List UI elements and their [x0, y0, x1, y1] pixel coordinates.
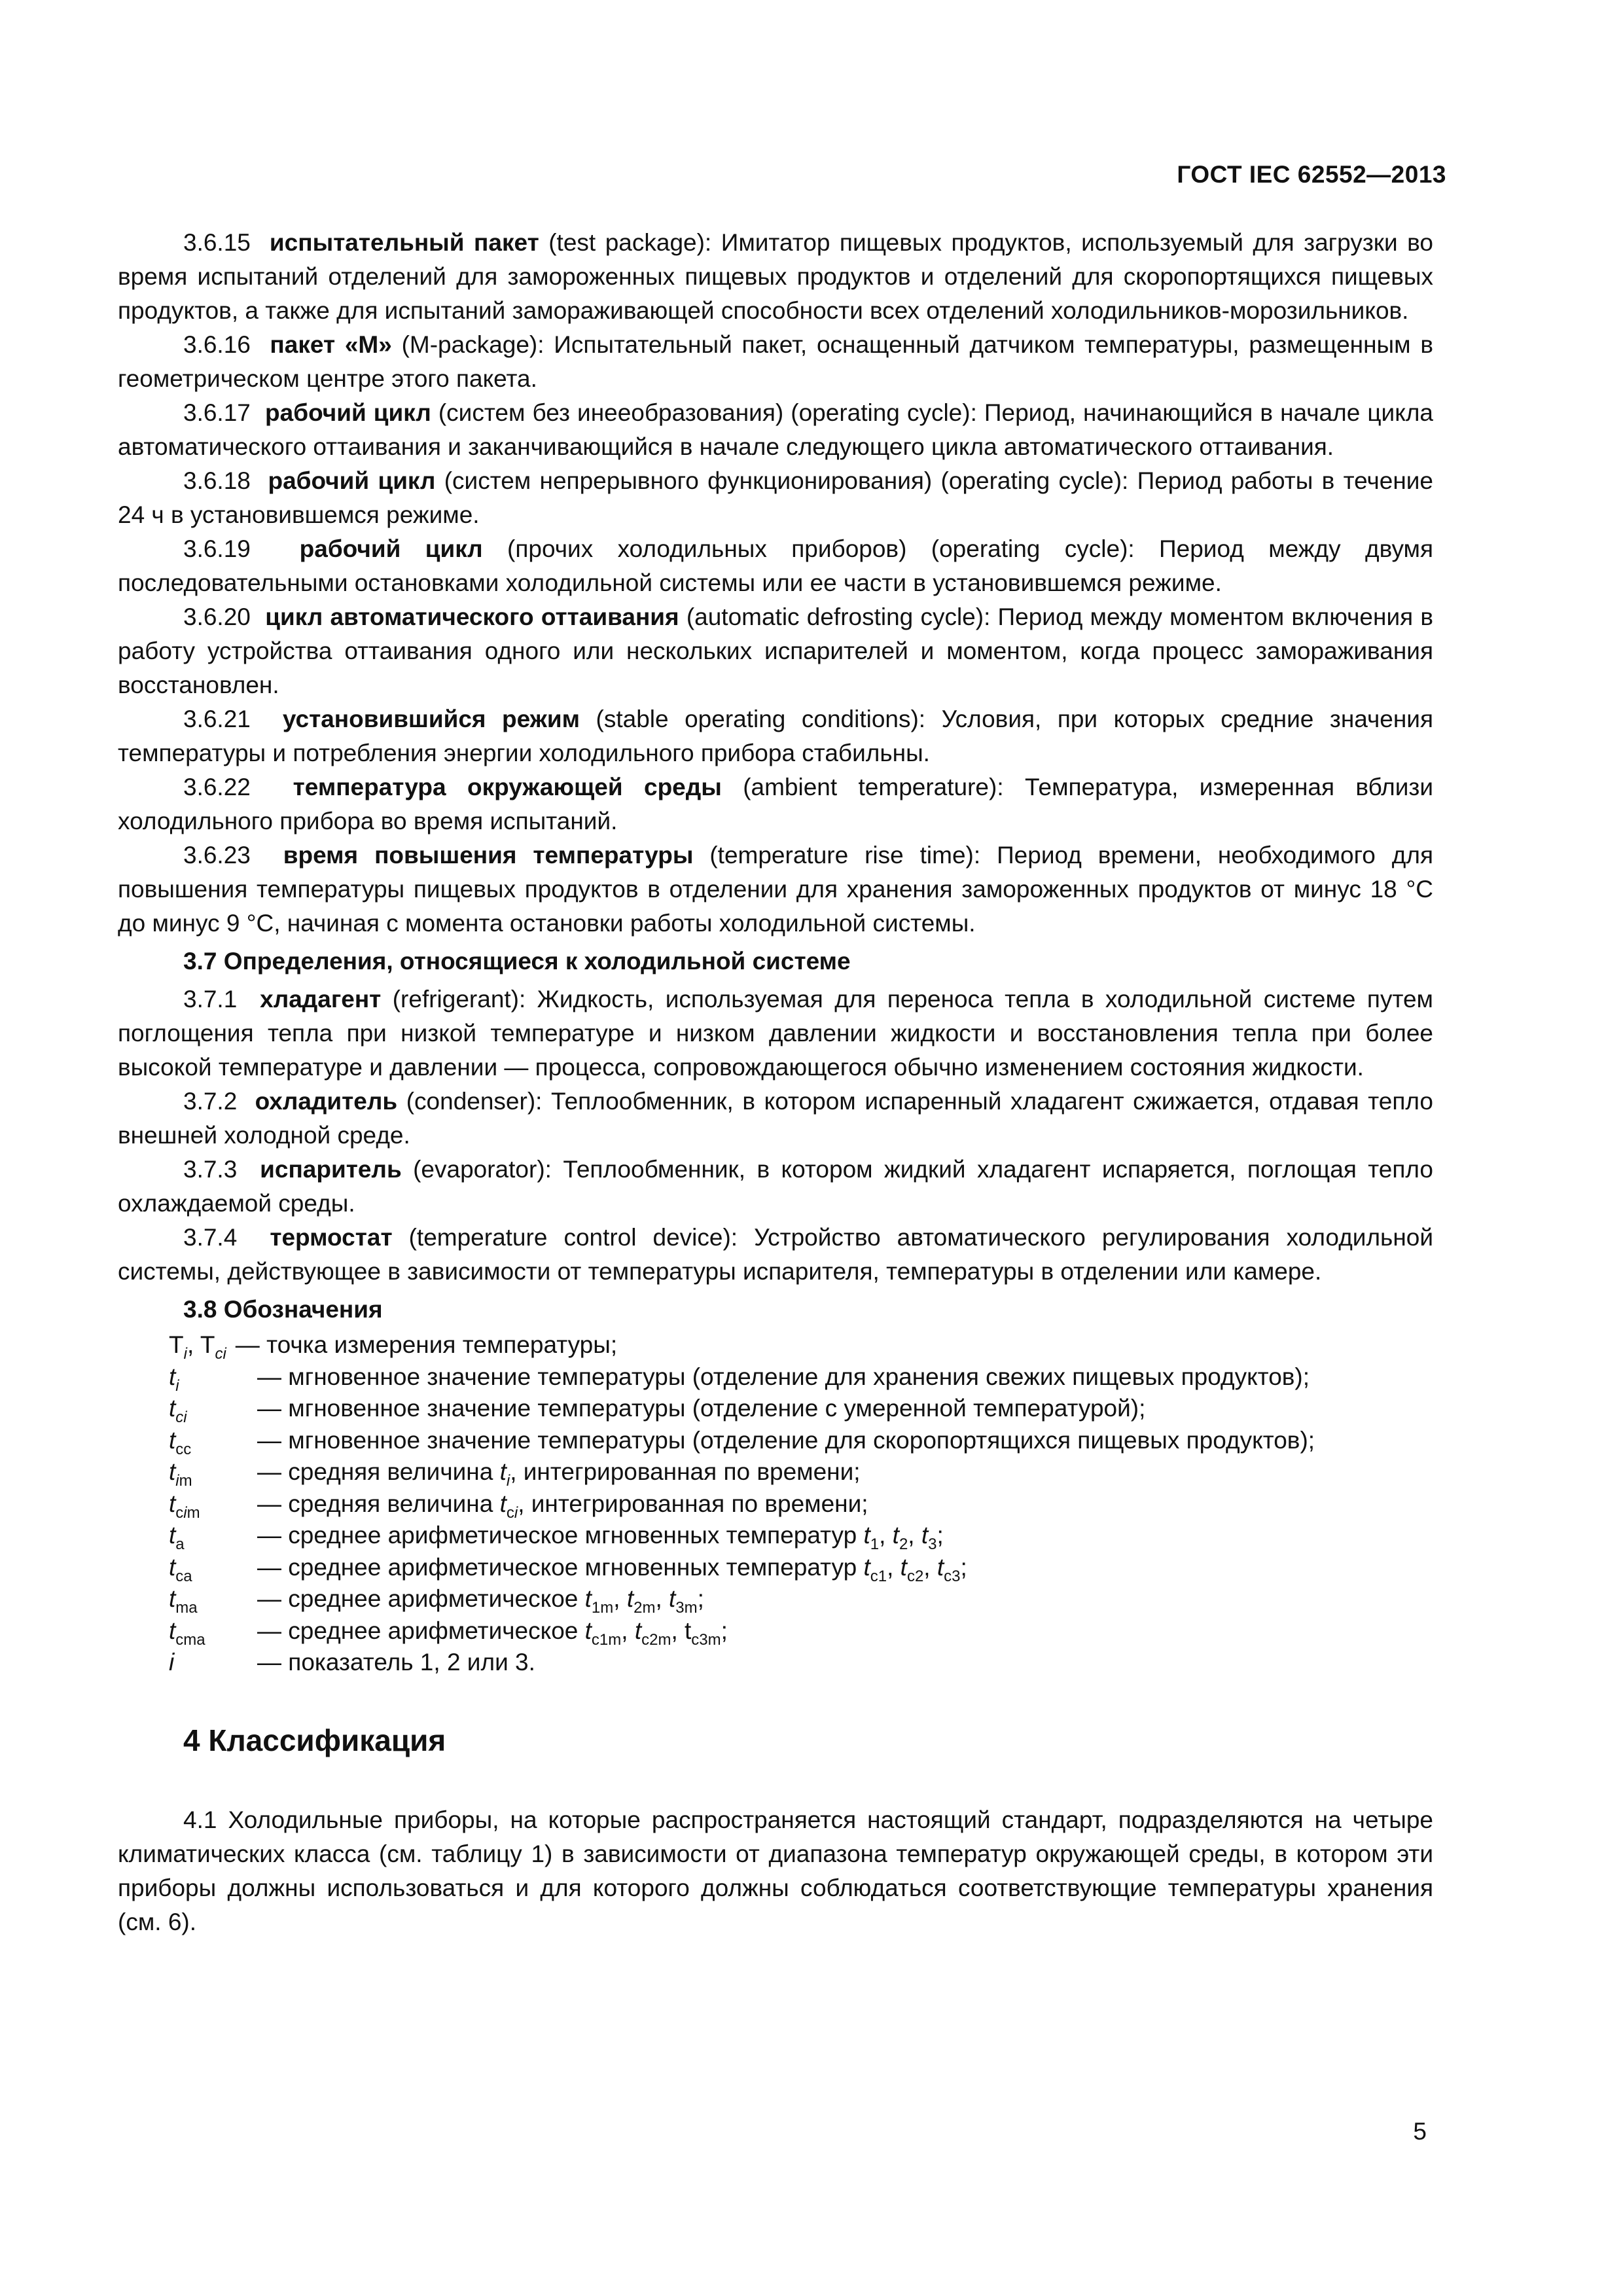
symbol-description: — средняя величина $t_i$, интегрированная по времени; — [257, 1458, 861, 1490]
page-content — [118, 226, 1433, 1939]
definition-3-7-3: 3.7.3 испаритель (evaporator): Теплообменник, в котором жидкий хладагент испаряется, поглощая тепло охлаждаемой среды. — [118, 1156, 1434, 1217]
symbol: $t_i$ — [169, 1363, 179, 1395]
symbol: $t_{cim}$ — [169, 1490, 200, 1522]
symbol-row — [169, 1647, 1433, 1679]
definition-3-6-17: 3.6.17 рабочий цикл (систем без инеeобразования) (operating cycle): Период, начинающийся в начале цикла автоматического оттаивания и заканчивающийся в начале следующего цикла автоматического оттаивания. — [118, 399, 1433, 460]
symbol: i — [169, 1649, 175, 1676]
definition-3-7-2: 3.7.2 охладитель (condenser): Теплообменник, в котором испаренный хладагент сжижается, отдавая тепло внешней холодной среде. — [118, 1088, 1433, 1149]
symbol-description: — показатель 1, 2 или 3. — [257, 1649, 535, 1676]
symbol-description: — среднее арифметическое мгновенных температур $t_{c1}$, $t_{c2}$, $t_{c3}$; — [257, 1553, 967, 1585]
definition-3-7-1: 3.7.1 хладагент (refrigerant): Жидкость, используемая для переноса тепла в холодильной системе путем поглощения тепла при низкой температуре и низком давлении жидкости и восстановления тепла при более высокой температуре и давлении — процесса, сопровождающегося обычно изменением состояния жидкости. — [118, 986, 1433, 1081]
symbol-row — [169, 1361, 1433, 1393]
symbol-row — [169, 1488, 1433, 1520]
section-4-title: 4 Классификация — [183, 1723, 446, 1757]
definition-3-6-22: 3.6.22 температура окружающей среды (ambient temperature): Температура, измеренная вблизи холодильного прибора во время испытаний. — [118, 774, 1434, 834]
symbol-row — [169, 1425, 1433, 1457]
symbol-description: — средняя величина $t_{ci}$, интегрированная по времени; — [257, 1490, 868, 1522]
paragraph-4-1: 4.1 Холодильные приборы, на которые распространяется настоящий стандарт, подразделяются на четыре климатических класса (см. таблицу 1) в зависимости от диапазона температур окружающей среды, в котором эти приборы должны использоваться и для которого должны соблюдаться соответствующие температуры хранения (см. 6). — [118, 1806, 1433, 1935]
definition-3-6-23: 3.6.23 время повышения температуры (temperature rise time): Период времени, необходимого для повышения температуры пищевых продуктов в отделении для хранения замороженных продуктов от минус 18 °С до минус 9 °С, начиная с момента остановки работы холодильной системы. — [118, 842, 1434, 937]
symbol-description: — мгновенное значение температуры (отделение с умеренной температурой); — [257, 1395, 1146, 1422]
symbol-description: — среднее арифметическое мгновенных температур $t_1$, $t_2$, $t_3$; — [257, 1522, 944, 1553]
symbol-row — [169, 1520, 1433, 1552]
document-header: ГОСТ IEC 62552—2013 — [1177, 161, 1446, 188]
definition-3-6-16: 3.6.16 пакет «М» (M-package): Испытательный пакет, оснащенный датчиком температуры, размещенным в геометрическом центре этого пакета. — [118, 331, 1433, 392]
symbol-description: — среднее арифметическое $t_{1m}$, $t_{2m}$, $t_{3m}$; — [257, 1585, 704, 1617]
symbol: $t_{ma}$ — [169, 1585, 198, 1617]
symbol: $t_{cc}$ — [169, 1426, 192, 1458]
symbol-row — [169, 1329, 1433, 1361]
symbol-description: — мгновенное значение температуры (отделение для хранения свежих пищевых продуктов); — [257, 1363, 1310, 1390]
definition-3-6-18: 3.6.18 рабочий цикл (систем непрерывного функционирования) (operating cycle): Период работы в течение 24 ч в установившемся режиме. — [118, 467, 1433, 528]
symbol-row — [169, 1393, 1433, 1425]
symbol-row — [169, 1552, 1433, 1584]
symbol: $t_{ca}$ — [169, 1553, 192, 1585]
page-number: 5 — [1413, 2118, 1427, 2145]
symbol-row — [169, 1456, 1433, 1488]
symbol: $t_{ci}$ — [169, 1395, 187, 1426]
definition-3-6-19: 3.6.19 рабочий цикл (прочих холодильных приборов) (operating cycle): Период между двумя последовательными остановками холодильной системы или ее части в установившемся режиме. — [118, 535, 1433, 596]
definition-3-6-21: 3.6.21 установившийся режим (stable operating conditions): Условия, при которых средние значения температуры и потребления энергии холодильного прибора стабильны. — [118, 706, 1434, 766]
symbol: $t_{cma}$ — [169, 1617, 205, 1649]
symbol: $t_a$ — [169, 1522, 185, 1553]
symbols-list — [169, 1329, 1433, 1679]
symbol-description: — точка измерения температуры; — [235, 1331, 618, 1358]
symbol-row — [169, 1583, 1433, 1615]
symbol: $T_i$, $T_{ci}$ — [169, 1331, 226, 1363]
symbol: $t_{im}$ — [169, 1458, 192, 1490]
symbol-description: — среднее арифметическое $t_{c1m}$, $t_{c2m}$, $t_{c3m}$; — [257, 1617, 728, 1649]
definition-3-6-20: 3.6.20 цикл автоматического оттаивания (automatic defrosting cycle): Период между моментом включения в работу устройства оттаивания одного или нескольких испарителей и моментом, когда процесс замораживания восстановлен. — [118, 603, 1434, 698]
section-3-8-heading: 3.8 Обозначения — [183, 1296, 383, 1323]
symbol-row — [169, 1615, 1433, 1647]
section-3-7-heading: 3.7 Определения, относящиеся к холодильной системе — [183, 948, 851, 975]
definition-3-6-15: 3.6.15 испытательный пакет (test package): Имитатор пищевых продуктов, используемый для загрузки во время испытаний отделений для замороженных пищевых продуктов и отделений для скоропортящихся пищевых продуктов, а также для испытаний замораживающей способности всех отделений холодильников-морозильников. — [118, 229, 1434, 324]
symbol-description: — мгновенное значение температуры (отделение для скоропортящихся пищевых продуктов); — [257, 1426, 1315, 1454]
definition-3-7-4: 3.7.4 термостат (temperature control device): Устройство автоматического регулирования холодильной системы, действующее в зависимости от температуры испарителя, температуры в отделении или камере. — [118, 1224, 1434, 1285]
